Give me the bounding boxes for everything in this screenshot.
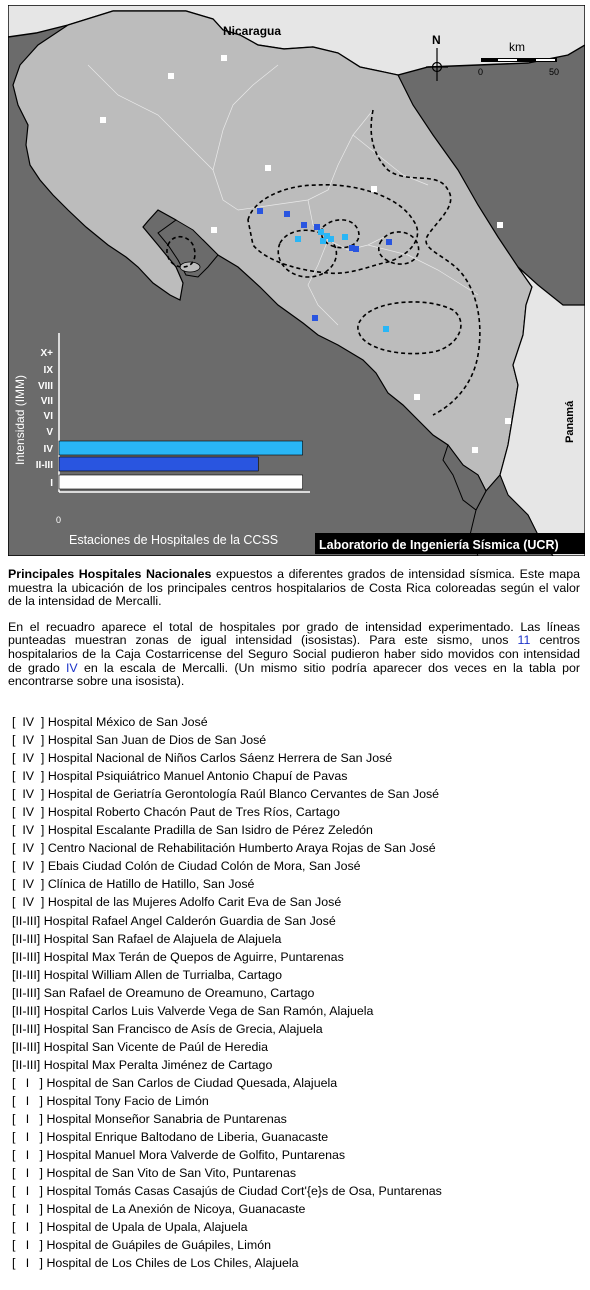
intensity-level: [ I ] (12, 1148, 43, 1163)
hospital-name: Hospital de Upala de Upala, Alajuela (46, 1220, 248, 1235)
list-item (12, 1218, 584, 1236)
chart-ylabel: Intensidad (IMM) (13, 374, 27, 465)
list-item (12, 1164, 584, 1182)
list-item (12, 930, 584, 948)
hospital-name: Hospital Escalante Pradilla de San Isidro de Pérez Zeledón (47, 823, 373, 838)
hospital-marker-IV (383, 326, 389, 332)
list-item (12, 1038, 584, 1056)
hospital-marker-I (265, 165, 271, 171)
chart-bar-I (59, 475, 303, 489)
intensity-level: [ IV ] (12, 805, 45, 820)
intensity-level: [ I ] (12, 1220, 43, 1235)
hospital-name: Hospital Rafael Angel Calderón Guardia de San José (43, 913, 336, 928)
hospital-list (12, 713, 584, 1272)
hospital-name: Hospital Psiquiátrico Manuel Antonio Chapuí de Pavas (47, 769, 348, 784)
chart-bar-II-III (59, 457, 258, 471)
intensity-level: [ IV ] (12, 859, 45, 874)
intensity-level: [ I ] (12, 1166, 43, 1181)
hospital-name: Hospital Carlos Luis Valverde Vega de San Ramón, Alajuela (43, 1003, 374, 1018)
list-item (12, 785, 584, 803)
hospital-name: Hospital Roberto Chacón Paut de Tres Ríos, Cartago (47, 805, 340, 820)
hospital-name: Hospital de Geriatría Gerontología Raúl Blanco Cervantes de San José (47, 787, 440, 802)
list-item (12, 1236, 584, 1254)
intensity-level: [II-III] (12, 1003, 41, 1018)
hospital-name: Hospital de San Vito de San Vito, Puntarenas (46, 1166, 297, 1181)
list-item (12, 767, 584, 785)
intensity-level: [ I ] (12, 1093, 43, 1108)
list-item (12, 1002, 584, 1020)
intensity-level: [ IV ] (12, 751, 45, 766)
list-item (12, 803, 584, 821)
hospital-marker-I (371, 186, 377, 192)
hospital-marker-I (505, 418, 511, 424)
intensity-level: [ I ] (12, 1256, 43, 1271)
list-item (12, 1110, 584, 1128)
list-item (12, 821, 584, 839)
hospital-name: Hospital Nacional de Niños Carlos Sáenz Herrera de San José (47, 751, 393, 766)
hospital-name: Hospital San Francisco de Asís de Grecia, Alajuela (43, 1021, 323, 1036)
hospital-marker-IV (328, 236, 334, 242)
svg-text:N: N (432, 33, 441, 47)
hospital-name: Hospital Tony Facio de Limón (46, 1093, 209, 1108)
chart-bar-IV (59, 441, 303, 455)
svg-text:km: km (509, 40, 525, 54)
list-item (12, 1056, 584, 1074)
intensity-level: [ IV ] (12, 895, 45, 910)
intensity-level: [ I ] (12, 1130, 43, 1145)
chart-tick-label: IV (43, 444, 53, 455)
hospital-marker-I (168, 73, 174, 79)
list-item (12, 893, 584, 911)
hospital-name: Hospital Tomás Casas Casajús de Ciudad Cort'{e}s de Osa, Puntarenas (46, 1184, 442, 1199)
list-item (12, 857, 584, 875)
hospital-name: Hospital de San Carlos de Ciudad Quesada, Alajuela (46, 1075, 338, 1090)
intensity-level: [II-III] (12, 967, 41, 982)
chart-tick-label: X+ (40, 348, 53, 359)
chart-tick-label: VIII (37, 381, 53, 392)
hospital-marker-IV (320, 238, 326, 244)
hospital-marker-I (221, 55, 227, 61)
intensity-level: [ IV ] (12, 769, 45, 784)
intensity-level: [ IV ] (12, 787, 45, 802)
hospital-name: Hospital San Juan de Dios de San José (47, 733, 267, 748)
caption-text: centros hospitalarios de la Caja Costarricense del Seguro Social pudieron haber sido movidos con intensidad de grado (8, 633, 581, 675)
hospital-marker-II-III (301, 222, 307, 228)
hospital-name: Hospital San Vicente de Paúl de Heredia (43, 1039, 269, 1054)
list-item (12, 1182, 584, 1200)
list-item (12, 731, 584, 749)
list-item (12, 839, 584, 857)
label-panama: Panamá (564, 400, 576, 443)
hospital-name: Hospital Enrique Baltodano de Liberia, Guanacaste (46, 1130, 329, 1145)
caption-heading: Principales Hospitales Nacionales (8, 567, 212, 581)
hospital-name: Hospital William Allen de Turrialba, Cartago (43, 967, 282, 982)
chart-tick-label: VII (40, 396, 53, 407)
intensity-level: [II-III] (12, 1057, 41, 1072)
hospital-name: Clínica de Hatillo de Hatillo, San José (47, 877, 255, 892)
hospital-marker-II-III (284, 211, 290, 217)
svg-text:Laboratorio de Ingeniería Sísm: Laboratorio de Ingeniería Sísmica (UCR) (319, 538, 559, 552)
intensity-level: [II-III] (12, 949, 41, 964)
intensity-level: [II-III] (12, 1021, 41, 1036)
hospital-marker-II-III (312, 315, 318, 321)
hospital-name: Hospital Monseñor Sanabria de Puntarenas (46, 1112, 287, 1127)
intensity-level: [II-III] (12, 1039, 41, 1054)
chart-tick-label: VI (43, 411, 53, 422)
caption-paragraph-2 (8, 621, 580, 689)
caption (8, 568, 580, 701)
list-item (12, 875, 584, 893)
hospital-count: 11 (517, 633, 531, 648)
list-item (12, 1092, 584, 1110)
chart-tick-label: IX (43, 365, 53, 376)
chart-tick-label: I (50, 478, 53, 489)
caption-text: En el recuadro aparece el total de hospitales por grado de intensidad experimentado. Las líneas punteadas muestran zonas de igual intensidad (isosistas). Para este sismo, unos (8, 619, 580, 648)
list-item (12, 966, 584, 984)
hospital-marker-IV (295, 236, 301, 242)
hospital-name: Hospital San Rafael de Alajuela de Alajuela (43, 931, 282, 946)
list-item (12, 912, 584, 930)
hospital-marker-I (414, 394, 420, 400)
hospital-marker-I (497, 222, 503, 228)
hospital-marker-II-III (386, 239, 392, 245)
hospital-name: Hospital de las Mujeres Adolfo Carit Eva de San José (47, 895, 342, 910)
chart-x-tick: 0 (56, 515, 62, 525)
chart-tick-label: V (46, 427, 53, 438)
intensity-level: [ IV ] (12, 715, 45, 729)
list-item (12, 948, 584, 966)
list-item (12, 1020, 584, 1038)
lab-banner (315, 533, 585, 554)
intensity-level: [ IV ] (12, 877, 45, 892)
hospital-name: Hospital México de San José (47, 715, 208, 729)
hospital-marker-I (100, 117, 106, 123)
hospital-name: Centro Nacional de Rehabilitación Humberto Araya Rojas de San José (47, 841, 436, 856)
list-item (12, 1200, 584, 1218)
hospital-name: Hospital Max Terán de Quepos de Aguirre, Puntarenas (43, 949, 344, 964)
list-item (12, 1254, 584, 1272)
list-item (12, 1146, 584, 1164)
intensity-level: [ I ] (12, 1075, 43, 1090)
hospital-marker-I (472, 447, 478, 453)
list-item (12, 1074, 584, 1092)
intensity-grade: IV (65, 660, 78, 675)
hospital-name: Hospital Manuel Mora Valverde de Golfito, Puntarenas (46, 1148, 346, 1163)
intensity-level: [II-III] (12, 985, 41, 1000)
hospital-marker-IV (342, 234, 348, 240)
hospital-marker-II-III (353, 246, 359, 252)
list-item (12, 1128, 584, 1146)
label-nicaragua: Nicaragua (223, 24, 282, 38)
hospital-name: Hospital de La Anexión de Nicoya, Guanacaste (46, 1202, 306, 1217)
chart-tick-label: II-III (35, 460, 53, 471)
intensity-level: [ IV ] (12, 823, 45, 838)
hospital-name: San Rafael de Oreamuno de Oreamuno, Cartago (43, 985, 315, 1000)
intensity-level: [ I ] (12, 1184, 43, 1199)
hospital-marker-I (211, 227, 217, 233)
hospital-name: Hospital de Guápiles de Guápiles, Limón (46, 1238, 271, 1253)
hospital-marker-II-III (314, 224, 320, 230)
caption-text: expuestos a diferentes grados de intensidad sísmica. Este mapa muestra la ubicación de los principales centros hospitalarios de Costa Rica coloreadas según el valor de la intensidad de Mercalli. (8, 567, 580, 609)
intensity-level: [ IV ] (12, 733, 45, 748)
list-item (12, 984, 584, 1002)
intensity-level: [ I ] (12, 1112, 43, 1127)
svg-text:0: 0 (478, 67, 484, 77)
caption-text: en la escala de Mercalli. (Un mismo sitio podría aparecer dos veces en la tabla por encontrarse sobre una isosista). (8, 660, 580, 689)
intensity-map (8, 5, 585, 556)
list-item (12, 713, 584, 731)
caption-paragraph-1 (8, 568, 580, 609)
intensity-level: [II-III] (12, 913, 41, 928)
list-item (12, 749, 584, 767)
chart-xlabel: Estaciones de Hospitales de la CCSS (69, 533, 279, 547)
hospital-name: Ebais Ciudad Colón de Ciudad Colón de Mora, San José (47, 859, 361, 874)
intensity-level: [II-III] (12, 931, 41, 946)
intensity-level: [ I ] (12, 1202, 43, 1217)
intensity-level: [ I ] (12, 1238, 43, 1253)
svg-text:50: 50 (549, 67, 560, 77)
hospital-marker-II-III (257, 208, 263, 214)
hospital-name: Hospital Max Peralta Jiménez de Cartago (43, 1057, 273, 1072)
intensity-level: [ IV ] (12, 841, 45, 856)
hospital-name: Hospital de Los Chiles de Los Chiles, Alajuela (46, 1256, 299, 1271)
